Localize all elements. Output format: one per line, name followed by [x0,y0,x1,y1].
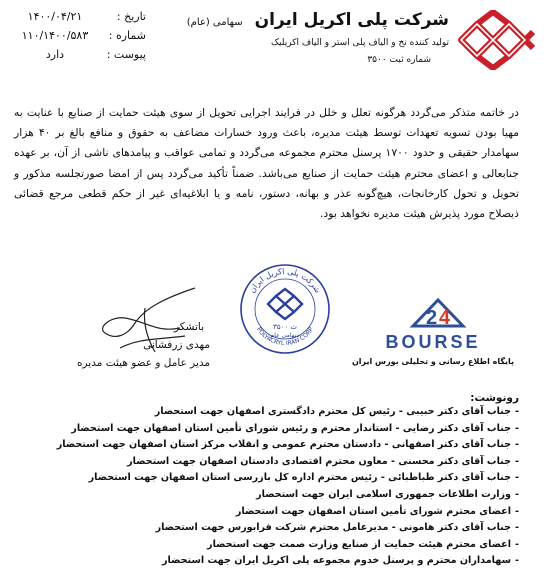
letter-body: در خاتمه متذکر می‌گردد هرگونه تعلل و خلل در فرایند اجرایی تحویل از سوی هیئت حمایت از صنایع با عنایت به مهیا بودن تسویه تعهدات توسط هیئت مدیره، باعث ورود خسارات مضاعف به حقوق و منافع بالغ بر ۴۰ هزار سهامدار حقیقی و حدود ۱۷۰۰ پرسنل محترم مجموعه می‌گردد و تمامی عواقب و پیامدهای ناشی از آن، بر عهده جنابعالی و اعضای محترم هیئت حمایت از صنایع می‌باشد. ضمناً تأکید می‌گردد پس از امضا صورتجلسه مذکور و تحویل و تحول کارخانجات، هیچ‌گونه عذر و بهانه، دستور، نامه و یا ابلاغیه‌ای غیر از حکم قطعی مرجع قضائی ذیصلاح مورد پذیرش هیئت مدیره نخواهد بود. [14,106,519,221]
stamp-top-text: شرکت پلی اکریل ایران [247,266,323,295]
company-type: سهامی (عام) [186,17,243,28]
date-value: ۱۴۰۰/۰۴/۲۱ [27,10,83,23]
company-stamp [238,262,332,356]
attachment-label: پیوست : [106,48,146,61]
signature-thanks: باتشکر [173,321,204,333]
stamp-emblem-icon [268,289,302,319]
date-label: تاریخ : [116,10,146,23]
letter-date [12,10,146,23]
list-item: - جناب آقای دکتر رضایی - استاندار محترم و رئیس شورای تأمین استان اصفهان جهت استحضار [19,421,519,438]
copies-label: رونوشت: [470,392,519,404]
stamp-number: ث ۳۵۰۰ [273,323,297,331]
list-item: - اعضای محترم هیئت حمایت از صنایع وزارت صمت جهت استحضار [19,537,519,554]
letter-attachment [12,48,146,61]
list-item: - سهامداران محترم و پرسنل خدوم مجموعه پلی اکریل ایران جهت استحضار [19,553,519,570]
copies-list [19,404,519,570]
list-item: - جناب آقای دکتر حبیبی - رئیس کل محترم دادگستری اصفهان جهت استحضار [19,404,519,421]
stamp-bottom-text: POLYACRYL IRAN CORP [254,326,316,348]
registration-number: شماره ثبت ۳۵۰۰ [367,55,431,65]
bourse-logo [338,296,528,366]
svg-text:2: 2 [426,307,438,329]
list-item: - جناب آقای دکتر هامونی - مدیرعامل محترم شرکت فرابورس جهت استحضار [19,520,519,537]
bourse-word: BOURSE [385,332,481,352]
company-logo [453,10,539,70]
svg-text:4: 4 [439,307,451,329]
list-item: - وزارت اطلاعات جمهوری اسلامی ایران جهت استحضار [19,487,519,504]
list-item: - اعضای محترم شورای تأمین استان اصفهان جهت استحضار [19,504,519,521]
list-item: - جناب آقای دکتر طباطبائی - رئیس محترم اداره کل بازرسی استان اصفهان جهت استحضار [19,470,519,487]
signer-name: مهدی زرفشانی [143,339,210,351]
number-label: شماره : [108,29,146,42]
attachment-value: دارد [45,48,65,61]
company-title: شرکت پلی اکریل ایران [254,10,449,30]
letter-number [12,29,146,42]
signature-block [60,318,210,372]
list-item: - جناب آقای دکتر محسنی - معاون محترم اقتصادی دادستان اصفهان جهت استحضار [19,454,519,471]
bourse-emblem-icon [338,296,528,354]
bourse-caption: پایگاه اطلاع رسانی و تحلیلی بورس ایران [351,357,515,366]
list-item: - جناب آقای دکتر اصفهانی - دادستان محترم عمومی و انقلاب مرکز استان اصفهان جهت استحضار [19,437,519,454]
stamp-type: سهامی عام [270,332,300,339]
signer-title: مدیر عامل و عضو هیئت مدیره [77,357,210,369]
svg-text:شرکت پلی اکریل ایران [247,267,322,295]
company-tagline: تولید کننده نخ و الیاف پلی استر و الیاف اکریلیک [270,38,449,48]
number-value: ۱۱۰/۱۴۰۰/۵۸۳ [21,29,89,42]
company-name [187,10,449,30]
